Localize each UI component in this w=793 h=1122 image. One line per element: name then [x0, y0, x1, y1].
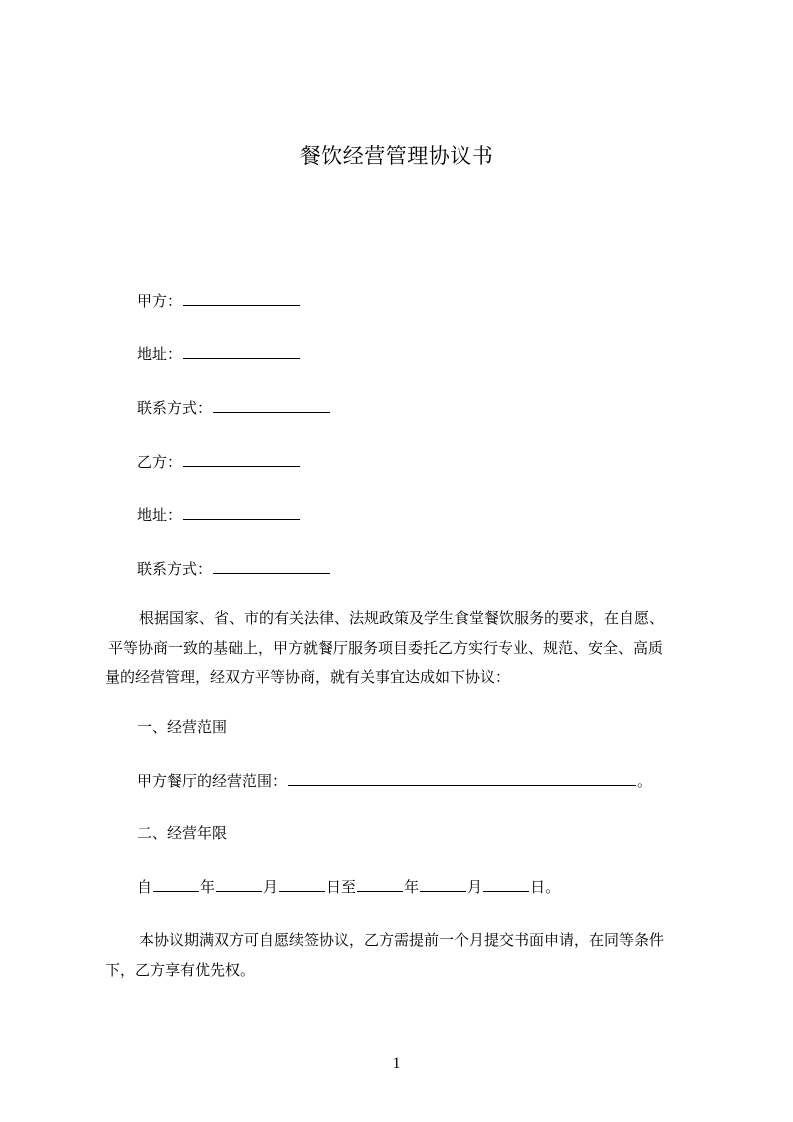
- section-2-heading: 二、经营年限: [137, 824, 228, 842]
- term-row: [137, 877, 560, 897]
- term-from: 自: [137, 878, 153, 896]
- scope-end: 。: [637, 772, 653, 790]
- term-day2: 日。: [530, 878, 561, 896]
- party-b-name-blank: [183, 452, 300, 467]
- intro-line-3: 量的经营管理，经双方平等协商，就有关事宜达成如下协议：: [105, 668, 511, 686]
- term-month2: 月: [467, 878, 483, 896]
- term-day1-to: 日至: [326, 878, 357, 896]
- term-day1-blank: [279, 877, 325, 892]
- party-b-contact-label: 联系方式：: [137, 560, 213, 578]
- term-month1-blank: [216, 877, 262, 892]
- intro-line-1: 根据国家、省、市的有关法律、法规政策及学生食堂餐饮服务的要求，在自愿、: [139, 609, 665, 627]
- party-a-address-blank: [183, 344, 300, 359]
- renewal-line-1: 本协议期满双方可自愿续签协议，乙方需提前一个月提交书面申请，在同等条件: [139, 931, 665, 949]
- scope-label: 甲方餐厅的经营范围：: [137, 772, 288, 790]
- renewal-paragraph: [105, 926, 664, 985]
- term-month1: 月: [263, 878, 279, 896]
- party-a-address-label: 地址：: [137, 345, 183, 363]
- section-1-heading: 一、经营范围: [137, 718, 228, 736]
- term-day2-blank: [483, 877, 529, 892]
- term-year2: 年: [404, 878, 420, 896]
- party-b-address-blank: [183, 505, 300, 520]
- party-a-address-row: [137, 344, 301, 364]
- party-b-address-label: 地址：: [137, 506, 183, 524]
- scope-blank: [288, 771, 636, 786]
- party-b-address-row: [137, 505, 301, 525]
- party-a-contact-row: [137, 398, 331, 418]
- term-year2-blank: [357, 877, 403, 892]
- party-a-contact-label: 联系方式：: [137, 399, 213, 417]
- party-b-name-label: 乙方：: [137, 453, 183, 471]
- term-month2-blank: [420, 877, 466, 892]
- party-b-contact-row: [137, 559, 331, 579]
- party-a-contact-blank: [213, 398, 330, 413]
- party-b-name-row: [137, 452, 301, 472]
- party-a-name-blank: [183, 291, 300, 306]
- intro-line-2: 平等协商一致的基础上，甲方就餐厅服务项目委托乙方实行专业、规范、安全、高质: [108, 638, 664, 657]
- term-year1: 年: [200, 878, 216, 896]
- intro-paragraph: [105, 604, 664, 693]
- party-b-contact-blank: [213, 559, 330, 574]
- scope-row: [137, 771, 652, 791]
- document-title: 餐饮经营管理协议书: [299, 144, 494, 168]
- party-a-name-row: [137, 291, 301, 311]
- renewal-line-2: 下，乙方享有优先权。: [105, 960, 256, 979]
- term-year1-blank: [153, 877, 199, 892]
- party-a-name-label: 甲方：: [137, 292, 183, 310]
- page-number: 1: [392, 1055, 401, 1072]
